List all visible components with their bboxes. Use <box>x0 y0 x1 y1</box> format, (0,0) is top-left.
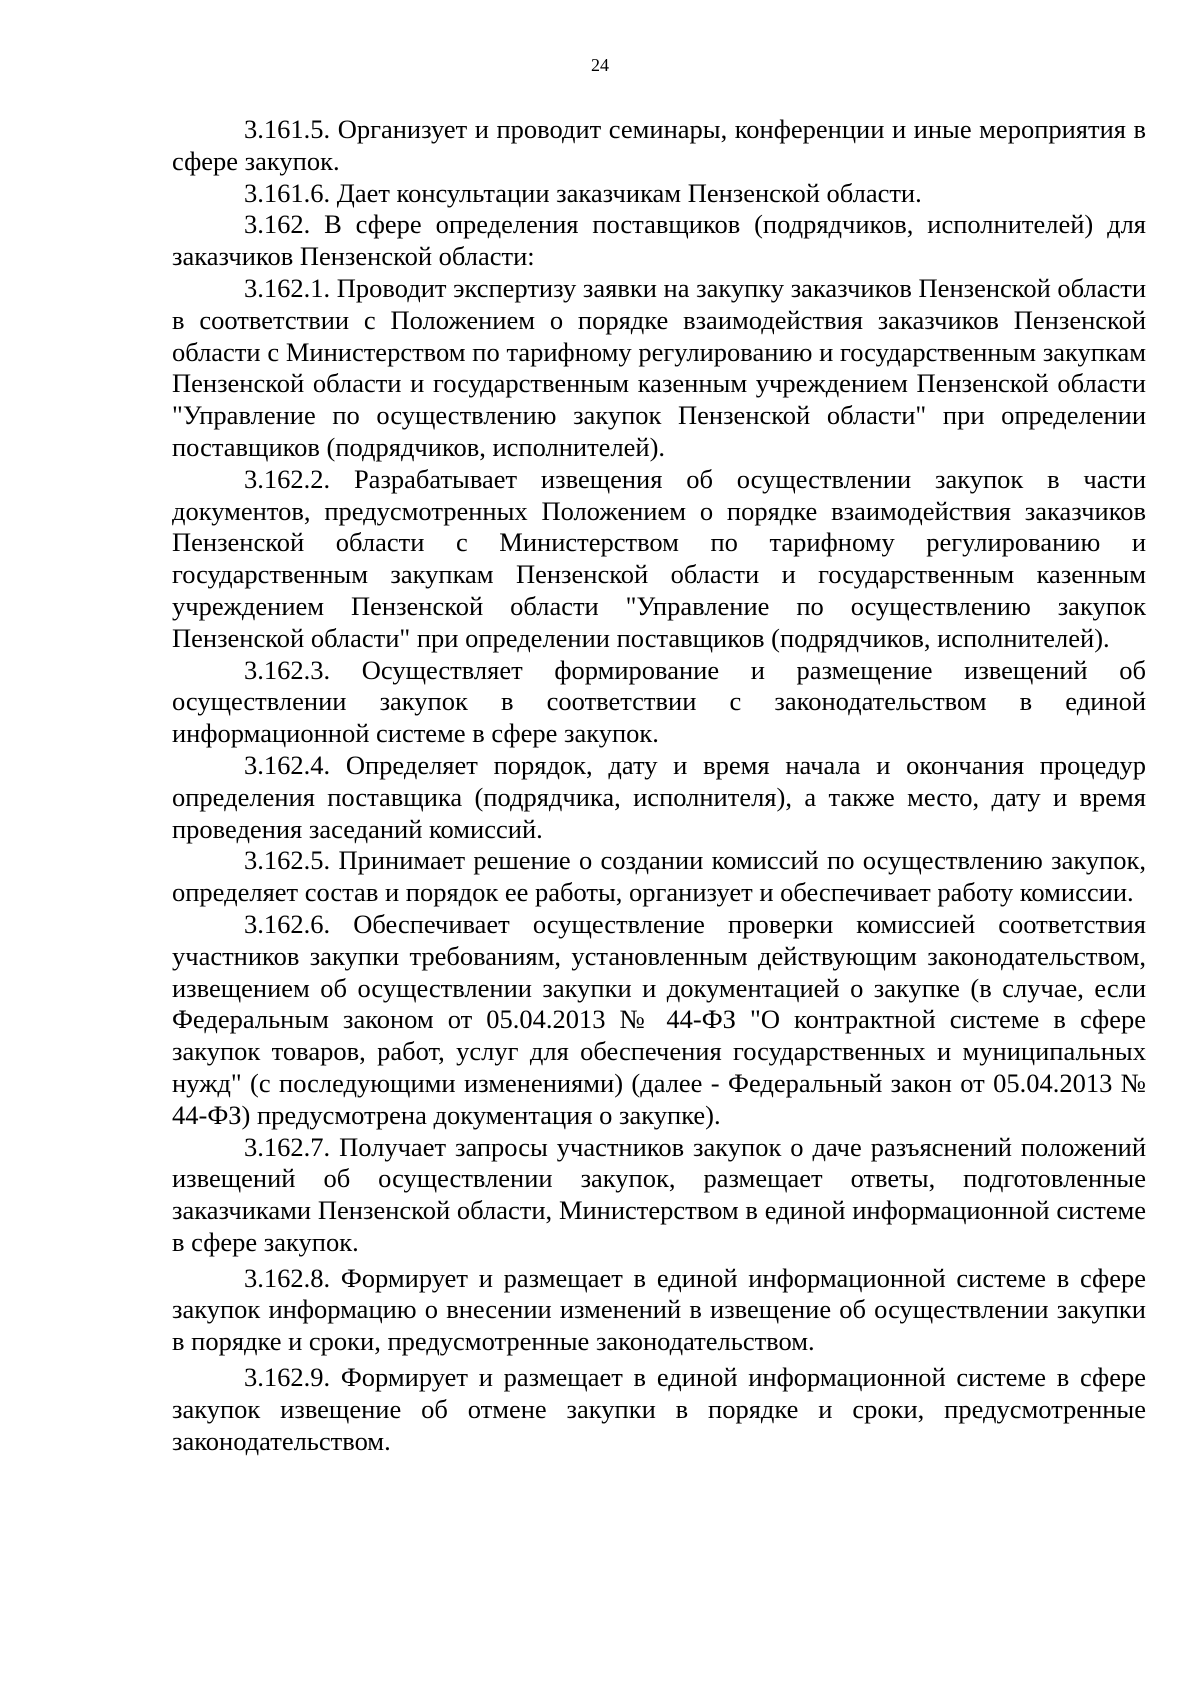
paragraph-3-162-8 <box>172 1263 1146 1358</box>
paragraph-3-162-5 <box>172 845 1146 909</box>
paragraph-number: 3.162.4. <box>244 749 331 780</box>
document-body <box>172 114 1146 1457</box>
paragraph-3-162-6 <box>172 909 1146 1132</box>
paragraph-number: 3.162.1. <box>244 272 331 303</box>
paragraph-text: В сфере определения поставщиков (подрядчиков, исполнителей) для заказчиков Пензенской области: <box>172 209 1146 272</box>
paragraph-3-162 <box>172 209 1146 273</box>
paragraph-text: Разрабатывает извещения об осуществлении закупок в части документов, предусмотренных Положением о порядке взаимодействия заказчиков Пензенской области с Министерством по тарифному регулированию и государственным закупкам Пензенской области и государственным казенным учреждением Пензенской области "Управление по осуществлению закупок Пензенской области" при определении поставщиков (подрядчиков, исполнителей). <box>172 463 1147 653</box>
paragraph-text: Определяет порядок, дату и время начала и окончания процедур определения поставщика (подрядчика, исполнителя), а также место, дату и время проведения заседаний комиссий. <box>172 749 1146 844</box>
paragraph-number: 3.162.3. <box>244 654 331 685</box>
paragraph-text: Обеспечивает осуществление проверки комиссией соответствия участников закупки требованиям, установленным действующим законодательством, извещением об осуществлении закупки и документацией о закупке (в случае, если Федеральным законом от 05.04.2013 № 44-ФЗ "О контрактной системе в сфере закупок товаров, работ, услуг для обеспечения государственных и муниципальных нужд" (с последующими изменениями) (далее - Федеральный закон от 05.04.2013 № 44-ФЗ) предусмотрена документация о закупке). <box>172 908 1146 1130</box>
paragraph-number: 3.162. <box>244 209 311 240</box>
paragraph-text: Формирует и размещает в единой информационной системе в сфере закупок извещение об отмене закупки в порядке и сроки, предусмотренные законодательством. <box>172 1362 1146 1456</box>
paragraph-text: Принимает решение о создании комиссий по осуществлению закупок, определяет состав и порядок ее работы, организует и обеспечивает работу комиссии. <box>172 845 1147 908</box>
paragraph-3-162-9 <box>172 1362 1146 1457</box>
paragraph-text: Проводит экспертизу заявки на закупку заказчиков Пензенской области в соответствии с Положением о порядке взаимодействия заказчиков Пензенской области с Министерством по тарифному регулированию и государственным закупкам Пензенской области и государственным казенным учреждением Пензенской области "Управление по осуществлению закупок Пензенской области" при определении поставщиков (подрядчиков, исполнителей). <box>172 272 1146 462</box>
paragraph-text: Получает запросы участников закупок о даче разъяснений положений извещений об осуществлении закупок, размещает ответы, подготовленные заказчиками Пензенской области, Министерством в единой информационной системе в сфере закупок. <box>172 1131 1147 1257</box>
paragraph-number: 3.161.6. <box>244 177 331 208</box>
paragraph-number: 3.161.5. <box>244 114 331 144</box>
paragraph-3-162-2 <box>172 464 1146 655</box>
paragraph-number: 3.162.9. <box>244 1362 331 1393</box>
paragraph-number: 3.162.7. <box>244 1131 331 1162</box>
paragraph-3-162-7 <box>172 1132 1146 1259</box>
paragraph-3-162-1 <box>172 273 1146 464</box>
page-number: 24 <box>591 55 609 75</box>
paragraph-3-162-3 <box>172 655 1146 750</box>
paragraph-text: Формирует и размещает в единой информационной системе в сфере закупок информацию о внесении изменений в извещение об осуществлении закупки в порядке и сроки, предусмотренные законодательством. <box>172 1262 1146 1357</box>
paragraph-3-161-5 <box>172 114 1146 178</box>
paragraph-3-161-6 <box>172 178 1146 210</box>
paragraph-text: Организует и проводит семинары, конференции и иные мероприятия в сфере закупок. <box>172 114 1147 176</box>
paragraph-number: 3.162.2. <box>244 463 331 494</box>
paragraph-number: 3.162.6. <box>244 908 331 939</box>
paragraph-text: Дает консультации заказчикам Пензенской области. <box>336 177 922 208</box>
paragraph-text: Осуществляет формирование и размещение извещений об осуществлении закупок в соответствии с законодательством в единой информационной системе в сфере закупок. <box>172 654 1146 749</box>
paragraph-number: 3.162.5. <box>244 845 331 876</box>
paragraph-number: 3.162.8. <box>244 1262 331 1293</box>
paragraph-3-162-4 <box>172 750 1146 845</box>
